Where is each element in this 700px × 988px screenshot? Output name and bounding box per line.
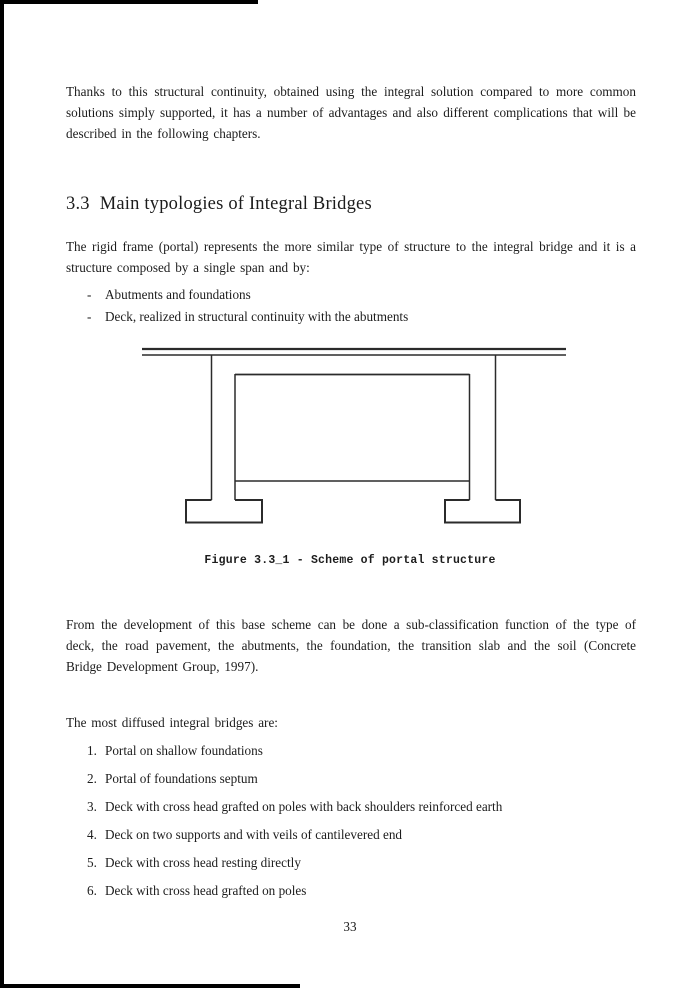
item-text: Deck with cross head grafted on poles [105,883,307,898]
item-text: Deck with cross head resting directly [105,855,301,870]
item-number: 5. [87,855,97,870]
scan-edge-top [0,0,258,4]
item-number: 3. [87,799,97,814]
bullet-text: Abutments and foundations [105,287,251,302]
item-number: 6. [87,883,97,898]
item-text: Deck on two supports and with veils of cantilevered end [105,827,403,842]
list-item [66,824,636,845]
bullet-marker: - [87,308,92,324]
scan-edge-bottom [0,984,300,988]
abutment-left [212,355,236,500]
list-item [66,740,636,761]
bullet-text: Deck, realized in structural continuity with the abutments [105,308,409,324]
section-title: Main typologies of Integral Bridges [99,194,372,214]
item-number: 4. [87,827,97,842]
abutment-right [470,355,496,500]
page-number: 33 [343,919,357,934]
deck-lines [142,349,566,355]
bullet-marker: - [87,287,92,302]
portal-structure-figure [140,344,572,528]
foundation-right [445,500,520,523]
list-item [66,880,636,901]
item-number: 1. [87,743,97,758]
portal-paragraph: The rigid frame (portal) represents the more similar type of structure to the integral bridge and it is a structure composed by a single span and by: [66,239,636,275]
section-heading [66,192,636,216]
item-number: 2. [87,771,97,786]
subclassification-paragraph: From the development of this base scheme can be done a sub-classification function of the type of deck, the road pavement, the abutments, the foundation, the transition slab and the soil (Concrete Bridge Development Group, 1997). [66,617,636,674]
list-intro: The most diffused integral bridges are: [66,715,278,730]
list-item [66,852,636,873]
figure-caption: Figure 3.3_1 - Scheme of portal structure [204,554,496,567]
list-item [66,306,636,327]
list-item [66,284,636,305]
list-item [66,768,636,789]
item-text: Portal of foundations septum [105,771,258,786]
scan-edge-left [0,0,4,988]
numbered-list [66,740,636,908]
section-number: 3.3 [66,194,90,214]
intro-paragraph: Thanks to this structural continuity, obtained using the integral solution compared to more common solutions simply supported, it has a number of advantages and also different complications that will be described in the following chapters. [66,84,636,141]
list-item [66,796,636,817]
span-opening [235,375,470,482]
item-text: Portal on shallow foundations [105,743,263,758]
foundation-left [186,500,262,523]
bullet-list [66,284,636,327]
item-text: Deck with cross head grafted on poles with back shoulders reinforced earth [105,799,503,814]
